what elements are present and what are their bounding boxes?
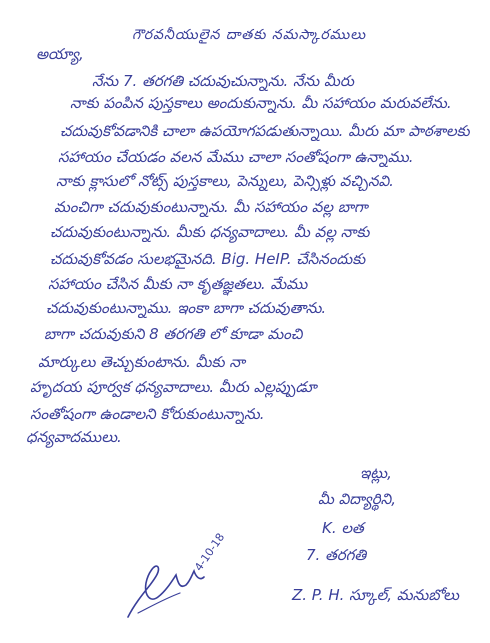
letter-line: నాకు పంపిన పుస్తకాలు అందుకున్నాను. మీ సహాయం మరువలేను. — [70, 94, 452, 112]
letter-greeting: అయ్యా, — [36, 45, 84, 63]
letter-line: చదువుకోవడం సులభమైనది. Big. HeIP. చేసినందుకు — [50, 250, 366, 268]
letter-line: సహాయం చేసిన మీకు నా కృతజ్ఞతలు. మేము — [48, 275, 308, 293]
signature-date: 4-10-18 — [192, 530, 228, 574]
letter-title: గౌరవనీయులైన దాతకు నమస్కారములు — [132, 27, 367, 43]
letter-line: మార్కులు తెచ్చుకుంటాను. మీకు నా — [38, 353, 245, 371]
letter-line: సంతోషంగా ఉండాలని కోరుకుంటున్నాను. — [30, 405, 265, 423]
closing-line: Z. P. H. స్కూల్, మనుబోలు — [292, 586, 459, 604]
letter-line: చదువుకుంటున్నాను. మీకు ధన్యవాదాలు. మీ వల్ల నాకు — [50, 223, 370, 241]
letter-line: నాకు క్లాసులో నోట్స్ పుస్తకాలు, పెన్నులు, పెన్సిళ్లు వచ్చినవి. — [56, 172, 394, 190]
letter-line: సహాయం చేయడం వలన మేము చాలా సంతోషంగా ఉన్నాము. — [58, 148, 414, 166]
closing-line: 7. తరగతి — [306, 546, 367, 564]
letter-line: బాగా చదువుకుని 8 తరగతి లో కూడా మంచి — [44, 325, 303, 343]
letter-line: నేను 7. తరగతి చదువుచున్నాను. నేను మీరు — [92, 72, 354, 90]
letter-line: మంచిగా చదువుకుంటున్నాను. మీ సహాయం వల్ల బాగా — [54, 198, 368, 216]
closing-line: K. లత — [322, 519, 364, 537]
letter-line: ధన్యవాదములు. — [26, 428, 122, 446]
closing-line: మీ విద్యార్థిని, — [318, 490, 396, 508]
handwritten-signature — [120, 555, 230, 625]
letter-line: చదువుకోవడానికి చాలా ఉపయోగపడుతున్నాయి. మీరు మా పాఠశాలకు — [60, 122, 470, 140]
letter-line: చదువుకుంటున్నాము. ఇంకా బాగా చదువుతాను. — [46, 299, 327, 317]
letter-line: హృదయ పూర్వక ధన్యవాదాలు. మీరు ఎల్లప్పుడూ — [30, 378, 317, 396]
closing-line: ఇట్లు, — [360, 464, 392, 482]
